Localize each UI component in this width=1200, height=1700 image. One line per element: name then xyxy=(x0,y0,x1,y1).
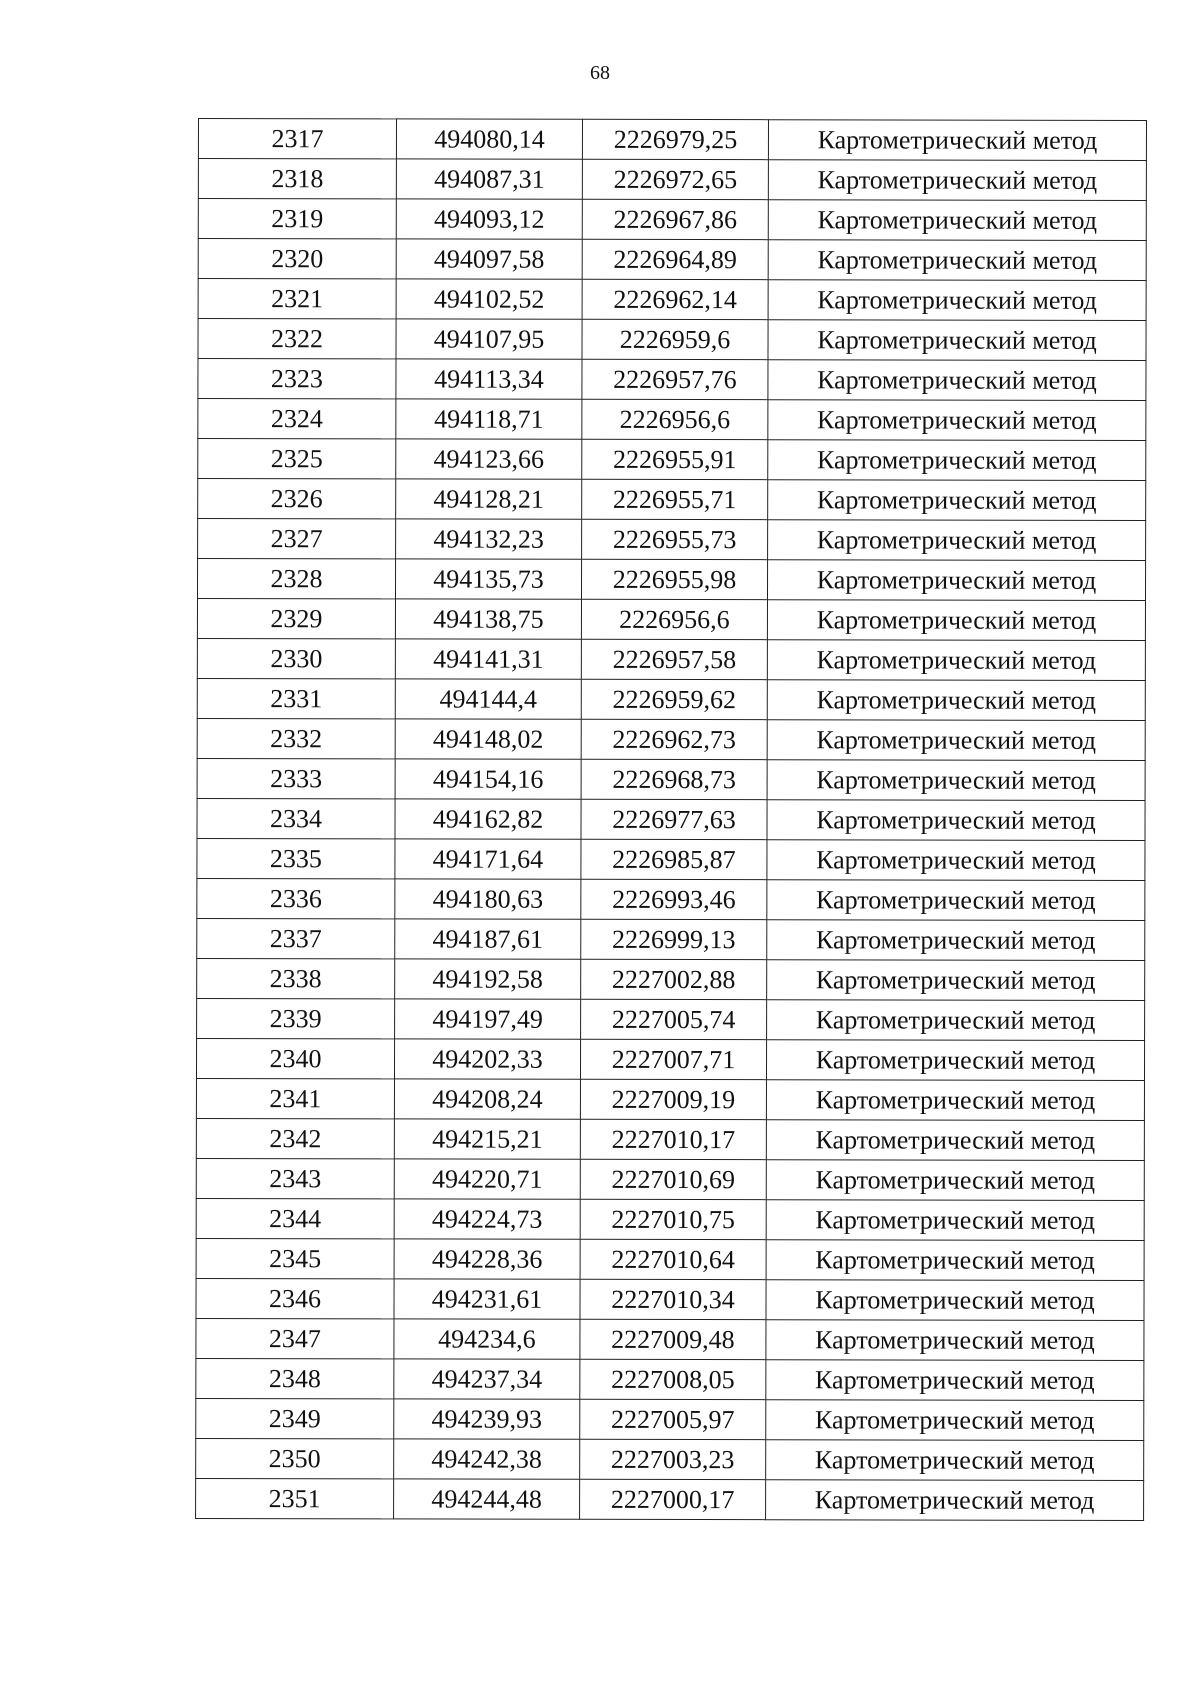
y-coordinate-cell: 2227010,69 xyxy=(580,1159,766,1199)
method-cell: Картометрический метод xyxy=(768,440,1146,481)
x-coordinate-cell: 494237,34 xyxy=(394,1359,580,1399)
x-coordinate-cell: 494239,93 xyxy=(394,1399,580,1439)
x-coordinate-cell: 494228,36 xyxy=(394,1239,580,1279)
method-cell: Картометрический метод xyxy=(767,760,1145,801)
table-row xyxy=(196,1358,1144,1400)
method-cell: Картометрический метод xyxy=(767,640,1145,681)
y-coordinate-cell: 2226955,71 xyxy=(582,479,768,519)
y-coordinate-cell: 2226979,25 xyxy=(582,119,768,159)
table-row xyxy=(197,998,1145,1040)
method-cell: Картометрический метод xyxy=(768,240,1146,281)
table-row xyxy=(196,1198,1144,1240)
method-cell: Картометрический метод xyxy=(767,560,1145,601)
method-cell: Картометрический метод xyxy=(767,1000,1145,1041)
x-coordinate-cell: 494231,61 xyxy=(394,1279,580,1319)
point-number-cell: 2331 xyxy=(197,678,395,718)
y-coordinate-cell: 2226964,89 xyxy=(582,239,768,279)
x-coordinate-cell: 494102,52 xyxy=(396,279,582,319)
y-coordinate-cell: 2226962,14 xyxy=(582,279,768,319)
x-coordinate-cell: 494135,73 xyxy=(395,559,581,599)
point-number-cell: 2341 xyxy=(196,1078,394,1118)
method-cell: Картометрический метод xyxy=(767,960,1145,1001)
table-row xyxy=(198,119,1146,161)
x-coordinate-cell: 494107,95 xyxy=(396,319,582,359)
point-number-cell: 2339 xyxy=(197,998,395,1038)
x-coordinate-cell: 494138,75 xyxy=(395,599,581,639)
point-number-cell: 2323 xyxy=(198,359,396,399)
point-number-cell: 2335 xyxy=(197,838,395,878)
x-coordinate-cell: 494080,14 xyxy=(396,119,582,159)
table-row xyxy=(198,319,1146,361)
method-cell: Картометрический метод xyxy=(768,400,1146,441)
table-row xyxy=(198,399,1146,441)
method-cell: Картометрический метод xyxy=(767,720,1145,761)
y-coordinate-cell: 2227010,34 xyxy=(580,1279,766,1319)
table-row xyxy=(197,678,1145,720)
method-cell: Картометрический метод xyxy=(766,1360,1144,1401)
x-coordinate-cell: 494197,49 xyxy=(395,999,581,1039)
y-coordinate-cell: 2226955,73 xyxy=(582,519,768,559)
point-number-cell: 2348 xyxy=(196,1358,394,1398)
table-row xyxy=(196,1158,1144,1200)
point-number-cell: 2328 xyxy=(197,559,395,599)
x-coordinate-cell: 494220,71 xyxy=(394,1159,580,1199)
table-row xyxy=(197,638,1145,680)
point-number-cell: 2338 xyxy=(197,958,395,998)
table-row xyxy=(197,798,1145,840)
method-cell: Картометрический метод xyxy=(768,360,1146,401)
y-coordinate-cell: 2226957,76 xyxy=(582,359,768,399)
y-coordinate-cell: 2226972,65 xyxy=(582,159,768,199)
x-coordinate-cell: 494154,16 xyxy=(395,759,581,799)
y-coordinate-cell: 2226957,58 xyxy=(581,639,767,679)
table-row xyxy=(197,599,1145,641)
x-coordinate-cell: 494141,31 xyxy=(395,639,581,679)
y-coordinate-cell: 2227010,64 xyxy=(580,1239,766,1279)
method-cell: Картометрический метод xyxy=(766,1320,1144,1361)
method-cell: Картометрический метод xyxy=(768,120,1146,161)
table-row xyxy=(198,359,1146,401)
method-cell: Картометрический метод xyxy=(768,480,1146,521)
x-coordinate-cell: 494187,61 xyxy=(395,919,581,959)
point-number-cell: 2350 xyxy=(196,1438,394,1478)
method-cell: Картометрический метод xyxy=(768,520,1146,561)
table-row xyxy=(197,918,1145,960)
table-row xyxy=(198,159,1146,201)
x-coordinate-cell: 494093,12 xyxy=(396,199,582,239)
method-cell: Картометрический метод xyxy=(766,1240,1144,1281)
method-cell: Картометрический метод xyxy=(767,840,1145,881)
x-coordinate-cell: 494113,34 xyxy=(396,359,582,399)
y-coordinate-cell: 2226999,13 xyxy=(581,919,767,959)
point-number-cell: 2349 xyxy=(196,1398,394,1438)
y-coordinate-cell: 2226962,73 xyxy=(581,719,767,759)
x-coordinate-cell: 494118,71 xyxy=(396,399,582,439)
point-number-cell: 2322 xyxy=(198,319,396,359)
y-coordinate-cell: 2227010,17 xyxy=(580,1119,766,1159)
table-row xyxy=(196,1118,1144,1160)
point-number-cell: 2325 xyxy=(198,439,396,479)
x-coordinate-cell: 494144,4 xyxy=(395,679,581,719)
x-coordinate-cell: 494234,6 xyxy=(394,1319,580,1359)
table-row xyxy=(197,958,1145,1000)
y-coordinate-cell: 2227003,23 xyxy=(580,1439,766,1479)
point-number-cell: 2329 xyxy=(197,599,395,639)
table-row xyxy=(198,239,1146,281)
method-cell: Картометрический метод xyxy=(766,1440,1144,1481)
table-row xyxy=(198,279,1146,321)
x-coordinate-cell: 494180,63 xyxy=(395,879,581,919)
table-row xyxy=(197,718,1145,760)
coordinates-table-body xyxy=(196,119,1147,1521)
point-number-cell: 2321 xyxy=(198,279,396,319)
method-cell: Картометрический метод xyxy=(766,1040,1144,1081)
y-coordinate-cell: 2226968,73 xyxy=(581,759,767,799)
method-cell: Картометрический метод xyxy=(768,320,1146,361)
table-row xyxy=(196,1478,1144,1520)
x-coordinate-cell: 494123,66 xyxy=(396,439,582,479)
method-cell: Картометрический метод xyxy=(767,600,1145,641)
method-cell: Картометрический метод xyxy=(766,1120,1144,1161)
x-coordinate-cell: 494202,33 xyxy=(394,1039,580,1079)
point-number-cell: 2319 xyxy=(198,199,396,239)
y-coordinate-cell: 2226955,91 xyxy=(582,439,768,479)
method-cell: Картометрический метод xyxy=(766,1280,1144,1321)
y-coordinate-cell: 2227009,19 xyxy=(580,1079,766,1119)
point-number-cell: 2330 xyxy=(197,638,395,678)
point-number-cell: 2336 xyxy=(197,878,395,918)
y-coordinate-cell: 2226977,63 xyxy=(581,799,767,839)
point-number-cell: 2333 xyxy=(197,758,395,798)
x-coordinate-cell: 494208,24 xyxy=(394,1079,580,1119)
y-coordinate-cell: 2227000,17 xyxy=(580,1479,766,1519)
method-cell: Картометрический метод xyxy=(766,1480,1144,1521)
table-row xyxy=(196,1438,1144,1480)
x-coordinate-cell: 494148,02 xyxy=(395,719,581,759)
table-row xyxy=(198,519,1146,561)
point-number-cell: 2318 xyxy=(198,159,396,199)
table-row xyxy=(198,439,1146,481)
y-coordinate-cell: 2226956,6 xyxy=(581,599,767,639)
point-number-cell: 2317 xyxy=(198,119,396,159)
point-number-cell: 2334 xyxy=(197,798,395,838)
point-number-cell: 2326 xyxy=(198,479,396,519)
table-row xyxy=(197,559,1145,601)
point-number-cell: 2324 xyxy=(198,399,396,439)
y-coordinate-cell: 2227007,71 xyxy=(580,1039,766,1079)
point-number-cell: 2340 xyxy=(196,1038,394,1078)
y-coordinate-cell: 2226993,46 xyxy=(581,879,767,919)
method-cell: Картометрический метод xyxy=(767,680,1145,721)
table-row xyxy=(196,1038,1144,1080)
method-cell: Картометрический метод xyxy=(768,200,1146,241)
table-row xyxy=(197,878,1145,920)
table-row xyxy=(196,1078,1144,1120)
y-coordinate-cell: 2226959,62 xyxy=(581,679,767,719)
x-coordinate-cell: 494224,73 xyxy=(394,1199,580,1239)
y-coordinate-cell: 2226967,86 xyxy=(582,199,768,239)
y-coordinate-cell: 2227005,74 xyxy=(581,999,767,1039)
point-number-cell: 2337 xyxy=(197,918,395,958)
method-cell: Картометрический метод xyxy=(767,880,1145,921)
y-coordinate-cell: 2227009,48 xyxy=(580,1319,766,1359)
x-coordinate-cell: 494097,58 xyxy=(396,239,582,279)
point-number-cell: 2332 xyxy=(197,718,395,758)
table-row xyxy=(196,1278,1144,1320)
table-row xyxy=(198,199,1146,241)
point-number-cell: 2344 xyxy=(196,1198,394,1238)
x-coordinate-cell: 494242,38 xyxy=(394,1439,580,1479)
x-coordinate-cell: 494215,21 xyxy=(394,1119,580,1159)
method-cell: Картометрический метод xyxy=(768,280,1146,321)
y-coordinate-cell: 2227005,97 xyxy=(580,1399,766,1439)
table-row xyxy=(196,1318,1144,1360)
y-coordinate-cell: 2226955,98 xyxy=(581,559,767,599)
y-coordinate-cell: 2227002,88 xyxy=(581,959,767,999)
point-number-cell: 2343 xyxy=(196,1158,394,1198)
point-number-cell: 2342 xyxy=(196,1118,394,1158)
y-coordinate-cell: 2226959,6 xyxy=(582,319,768,359)
method-cell: Картометрический метод xyxy=(767,800,1145,841)
y-coordinate-cell: 2227008,05 xyxy=(580,1359,766,1399)
point-number-cell: 2345 xyxy=(196,1238,394,1278)
point-number-cell: 2320 xyxy=(198,239,396,279)
x-coordinate-cell: 494244,48 xyxy=(394,1479,580,1519)
point-number-cell: 2347 xyxy=(196,1318,394,1358)
method-cell: Картометрический метод xyxy=(766,1160,1144,1201)
table-row xyxy=(196,1398,1144,1440)
method-cell: Картометрический метод xyxy=(766,1080,1144,1121)
table-row xyxy=(196,1238,1144,1280)
coordinates-table xyxy=(195,118,1147,1521)
x-coordinate-cell: 494128,21 xyxy=(396,479,582,519)
point-number-cell: 2346 xyxy=(196,1278,394,1318)
method-cell: Картометрический метод xyxy=(768,160,1146,201)
x-coordinate-cell: 494132,23 xyxy=(396,519,582,559)
point-number-cell: 2327 xyxy=(198,519,396,559)
x-coordinate-cell: 494087,31 xyxy=(396,159,582,199)
point-number-cell: 2351 xyxy=(196,1478,394,1518)
page-number: 68 xyxy=(590,62,610,84)
method-cell: Картометрический метод xyxy=(766,1400,1144,1441)
y-coordinate-cell: 2227010,75 xyxy=(580,1199,766,1239)
x-coordinate-cell: 494162,82 xyxy=(395,799,581,839)
x-coordinate-cell: 494192,58 xyxy=(395,959,581,999)
method-cell: Картометрический метод xyxy=(766,1200,1144,1241)
x-coordinate-cell: 494171,64 xyxy=(395,839,581,879)
y-coordinate-cell: 2226956,6 xyxy=(582,399,768,439)
table-row xyxy=(197,758,1145,800)
table-row xyxy=(197,838,1145,880)
method-cell: Картометрический метод xyxy=(767,920,1145,961)
table-row xyxy=(198,479,1146,521)
y-coordinate-cell: 2226985,87 xyxy=(581,839,767,879)
